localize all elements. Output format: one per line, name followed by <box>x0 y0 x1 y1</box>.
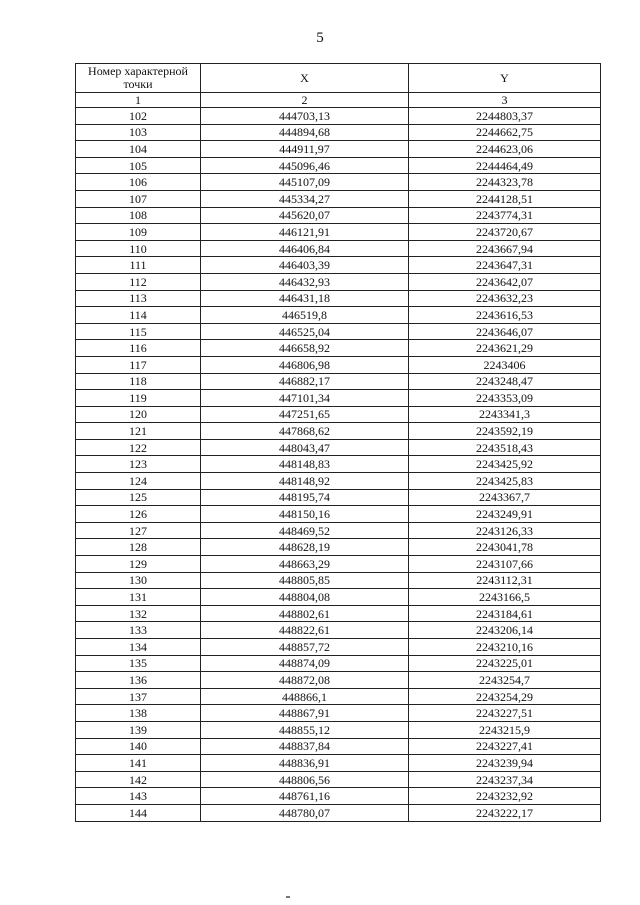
cell-point-number: 141 <box>76 755 201 772</box>
table-row <box>76 273 601 290</box>
cell-x: 448857,72 <box>201 639 409 656</box>
cell-point-number: 144 <box>76 804 201 821</box>
cell-point-number: 116 <box>76 340 201 357</box>
cell-y: 2243227,51 <box>409 705 601 722</box>
table-row <box>76 157 601 174</box>
cell-point-number: 143 <box>76 788 201 805</box>
cell-point-number: 121 <box>76 423 201 440</box>
cell-y: 2243227,41 <box>409 738 601 755</box>
cell-point-number: 139 <box>76 721 201 738</box>
cell-point-number: 113 <box>76 290 201 307</box>
table-row <box>76 804 601 821</box>
table-row <box>76 506 601 523</box>
cell-x: 448822,61 <box>201 622 409 639</box>
table-row <box>76 108 601 125</box>
cell-x: 448804,08 <box>201 589 409 606</box>
table-row <box>76 489 601 506</box>
cell-point-number: 119 <box>76 390 201 407</box>
cell-y: 2243210,16 <box>409 639 601 656</box>
cell-y: 2243647,31 <box>409 257 601 274</box>
cell-x: 448150,16 <box>201 506 409 523</box>
cell-point-number: 103 <box>76 124 201 141</box>
cell-point-number: 136 <box>76 672 201 689</box>
cell-y: 2244128,51 <box>409 190 601 207</box>
table-row <box>76 207 601 224</box>
table-row <box>76 622 601 639</box>
cell-y: 2243222,17 <box>409 804 601 821</box>
cell-y: 2243225,01 <box>409 655 601 672</box>
cell-point-number: 140 <box>76 738 201 755</box>
cell-x: 446658,92 <box>201 340 409 357</box>
header-y: Y <box>409 64 601 93</box>
cell-y: 2243592,19 <box>409 423 601 440</box>
cell-point-number: 137 <box>76 688 201 705</box>
cell-y: 2243184,61 <box>409 605 601 622</box>
cell-y: 2243518,43 <box>409 439 601 456</box>
table-header-row <box>76 64 601 93</box>
table-row <box>76 373 601 390</box>
cell-point-number: 122 <box>76 439 201 456</box>
cell-y: 2243206,14 <box>409 622 601 639</box>
cell-x: 447868,62 <box>201 423 409 440</box>
cell-point-number: 135 <box>76 655 201 672</box>
cell-y: 2243621,29 <box>409 340 601 357</box>
page-number: 5 <box>316 30 324 46</box>
cell-y: 2244323,78 <box>409 174 601 191</box>
cell-x: 448148,83 <box>201 456 409 473</box>
cell-y: 2243166,5 <box>409 589 601 606</box>
cell-point-number: 117 <box>76 356 201 373</box>
cell-x: 448855,12 <box>201 721 409 738</box>
cell-x: 446403,39 <box>201 257 409 274</box>
cell-x: 445096,46 <box>201 157 409 174</box>
cell-y: 2243642,07 <box>409 273 601 290</box>
cell-point-number: 111 <box>76 257 201 274</box>
cell-y: 2243249,91 <box>409 506 601 523</box>
table-row <box>76 190 601 207</box>
cell-point-number: 110 <box>76 240 201 257</box>
cell-x: 444911,97 <box>201 141 409 158</box>
cell-y: 2244623,06 <box>409 141 601 158</box>
cell-y: 2243254,29 <box>409 688 601 705</box>
table-row <box>76 290 601 307</box>
table-row <box>76 240 601 257</box>
table-row <box>76 556 601 573</box>
cell-y: 2243232,92 <box>409 788 601 805</box>
cell-x: 446406,84 <box>201 240 409 257</box>
cell-point-number: 126 <box>76 506 201 523</box>
cell-point-number: 127 <box>76 522 201 539</box>
cell-x: 448867,91 <box>201 705 409 722</box>
cell-x: 448628,19 <box>201 539 409 556</box>
cell-x: 445620,07 <box>201 207 409 224</box>
column-number-row <box>76 93 601 108</box>
table-row <box>76 539 601 556</box>
cell-x: 446519,8 <box>201 307 409 324</box>
cell-y: 2243041,78 <box>409 539 601 556</box>
cell-x: 448043,47 <box>201 439 409 456</box>
cell-x: 448874,09 <box>201 655 409 672</box>
table-row <box>76 672 601 689</box>
cell-point-number: 138 <box>76 705 201 722</box>
cell-point-number: 114 <box>76 307 201 324</box>
cell-y: 2243616,53 <box>409 307 601 324</box>
cell-y: 2243774,31 <box>409 207 601 224</box>
cell-x: 448806,56 <box>201 771 409 788</box>
cell-point-number: 124 <box>76 473 201 490</box>
cell-y: 2243112,31 <box>409 572 601 589</box>
table-body <box>76 108 601 822</box>
table-row <box>76 655 601 672</box>
cell-y: 2244464,49 <box>409 157 601 174</box>
column-number-2: 2 <box>201 93 409 108</box>
table-row <box>76 771 601 788</box>
cell-x: 446525,04 <box>201 323 409 340</box>
table-row <box>76 522 601 539</box>
table-row <box>76 141 601 158</box>
cell-point-number: 108 <box>76 207 201 224</box>
cell-y: 2243107,66 <box>409 556 601 573</box>
table-row <box>76 572 601 589</box>
cell-point-number: 132 <box>76 605 201 622</box>
cell-point-number: 115 <box>76 323 201 340</box>
cell-point-number: 104 <box>76 141 201 158</box>
cell-point-number: 107 <box>76 190 201 207</box>
cell-y: 2243237,34 <box>409 771 601 788</box>
table-row <box>76 738 601 755</box>
cell-y: 2244662,75 <box>409 124 601 141</box>
cell-point-number: 120 <box>76 406 201 423</box>
table-row <box>76 406 601 423</box>
cell-y: 2243425,92 <box>409 456 601 473</box>
cell-x: 445334,27 <box>201 190 409 207</box>
cell-y: 2243126,33 <box>409 522 601 539</box>
cell-point-number: 112 <box>76 273 201 290</box>
cell-y: 2243720,67 <box>409 224 601 241</box>
cell-point-number: 102 <box>76 108 201 125</box>
table-row <box>76 788 601 805</box>
table-row <box>76 755 601 772</box>
column-number-3: 3 <box>409 93 601 108</box>
cell-x: 446806,98 <box>201 356 409 373</box>
table-row <box>76 390 601 407</box>
coordinates-table <box>75 63 601 822</box>
cell-x: 446121,91 <box>201 224 409 241</box>
cell-x: 448663,29 <box>201 556 409 573</box>
cell-x: 447101,34 <box>201 390 409 407</box>
cell-x: 448469,52 <box>201 522 409 539</box>
cell-point-number: 106 <box>76 174 201 191</box>
table-row <box>76 473 601 490</box>
header-x: X <box>201 64 409 93</box>
cell-point-number: 131 <box>76 589 201 606</box>
table-row <box>76 224 601 241</box>
cell-point-number: 125 <box>76 489 201 506</box>
cell-point-number: 105 <box>76 157 201 174</box>
cell-x: 445107,09 <box>201 174 409 191</box>
table-row <box>76 356 601 373</box>
cell-x: 448866,1 <box>201 688 409 705</box>
cell-x: 447251,65 <box>201 406 409 423</box>
cell-x: 446882,17 <box>201 373 409 390</box>
cell-y: 2243239,94 <box>409 755 601 772</box>
table-row <box>76 257 601 274</box>
table-row <box>76 705 601 722</box>
cell-point-number: 130 <box>76 572 201 589</box>
cell-x: 448872,08 <box>201 672 409 689</box>
cell-y: 2243367,7 <box>409 489 601 506</box>
cell-y: 2243215,9 <box>409 721 601 738</box>
cell-y: 2244803,37 <box>409 108 601 125</box>
cell-x: 446431,18 <box>201 290 409 307</box>
cell-x: 448780,07 <box>201 804 409 821</box>
cell-point-number: 109 <box>76 224 201 241</box>
table-row <box>76 721 601 738</box>
cell-point-number: 128 <box>76 539 201 556</box>
table-row <box>76 589 601 606</box>
cell-x: 448805,85 <box>201 572 409 589</box>
cell-x: 448195,74 <box>201 489 409 506</box>
cell-y: 2243646,07 <box>409 323 601 340</box>
table-row <box>76 124 601 141</box>
cell-x: 448837,84 <box>201 738 409 755</box>
cell-point-number: 134 <box>76 639 201 656</box>
table-row <box>76 605 601 622</box>
cell-point-number: 118 <box>76 373 201 390</box>
cell-x: 444703,13 <box>201 108 409 125</box>
cell-point-number: 129 <box>76 556 201 573</box>
scan-mark <box>286 896 290 898</box>
cell-y: 2243341,3 <box>409 406 601 423</box>
cell-point-number: 133 <box>76 622 201 639</box>
cell-x: 448761,16 <box>201 788 409 805</box>
column-number-1: 1 <box>76 93 201 108</box>
table-row <box>76 323 601 340</box>
table-row <box>76 307 601 324</box>
cell-x: 446432,93 <box>201 273 409 290</box>
header-point-number: Номер характерной точки <box>76 64 201 93</box>
cell-point-number: 123 <box>76 456 201 473</box>
cell-y: 2243406 <box>409 356 601 373</box>
cell-y: 2243632,23 <box>409 290 601 307</box>
cell-y: 2243248,47 <box>409 373 601 390</box>
table-row <box>76 439 601 456</box>
cell-x: 448148,92 <box>201 473 409 490</box>
table-row <box>76 174 601 191</box>
cell-x: 448802,61 <box>201 605 409 622</box>
cell-y: 2243254,7 <box>409 672 601 689</box>
table-row <box>76 340 601 357</box>
cell-x: 448836,91 <box>201 755 409 772</box>
cell-point-number: 142 <box>76 771 201 788</box>
table-row <box>76 423 601 440</box>
cell-y: 2243353,09 <box>409 390 601 407</box>
cell-x: 444894,68 <box>201 124 409 141</box>
table-row <box>76 456 601 473</box>
table-row <box>76 688 601 705</box>
cell-y: 2243425,83 <box>409 473 601 490</box>
cell-y: 2243667,94 <box>409 240 601 257</box>
table-row <box>76 639 601 656</box>
